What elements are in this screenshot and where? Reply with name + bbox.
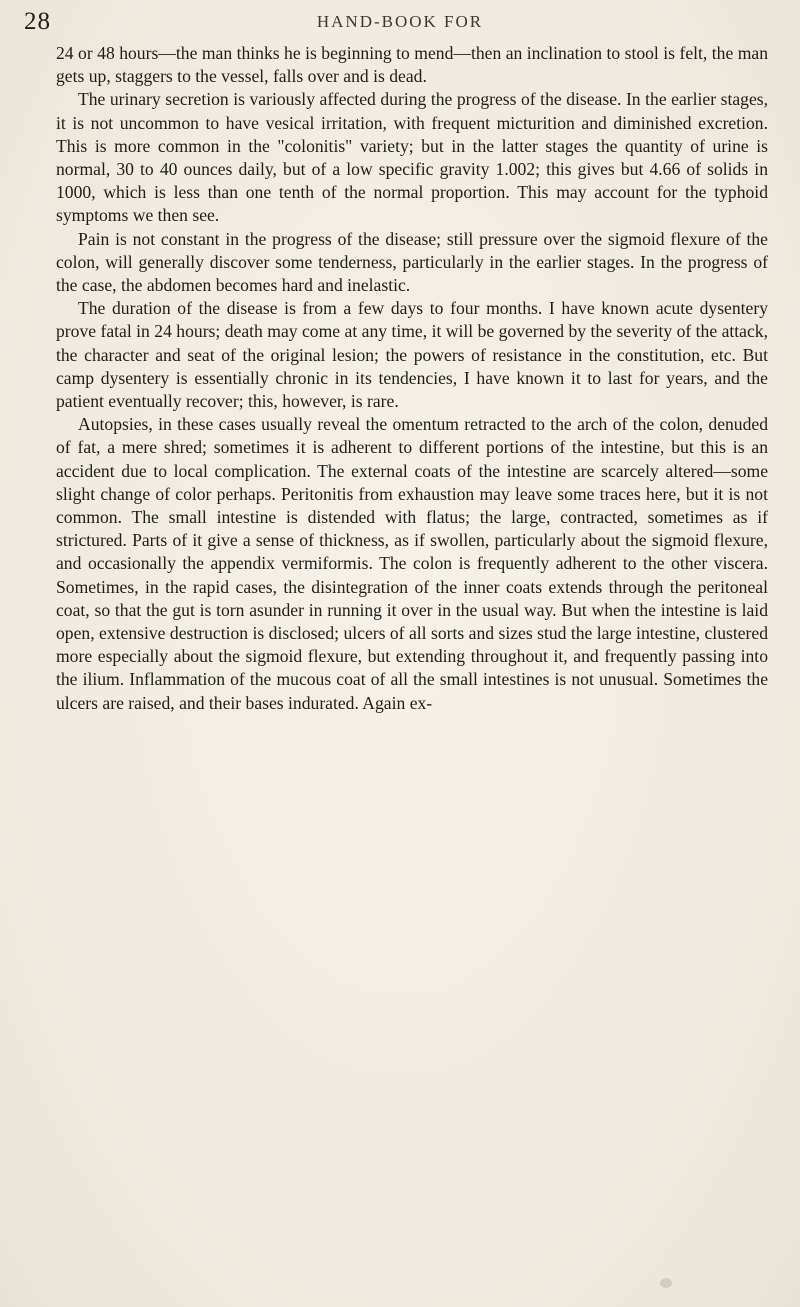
paragraph-duration: The duration of the disease is from a few days to four months. I have known acute dysentery prove fatal in 24 hours; death may come at any time, it will be governed by the severity of the attack, the character and seat of the original lesion; the powers of resistance in the constitution, etc. But camp dysentery is essentially chronic in its tendencies, I have known it to last for years, and the patient eventually recover; this, however, is rare. — [56, 298, 768, 412]
running-title: HAND-BOOK FOR — [316, 12, 484, 31]
paragraph-urinary-secretion: The urinary secretion is variously affected during the progress of the disease. In the earlier stages, it is not uncommon to have vesical irritation, with frequent micturition and diminished excretion. This is more common in the "colonitis" variety; but in the latter stages the quantity of urine is normal, 30 to 40 ounces daily, but of a low specific gravity 1.002; this gives but 4.66 of solids in 1000, which is less than one tenth of the normal proportion. This may account for the typhoid symptoms we then see. — [56, 89, 768, 226]
paragraph-pain: Pain is not constant in the progress of the disease; still pressure over the sigmoid flexure of the colon, will generally discover some tenderness, particularly in the earlier stages. In the progress of the case, the abdomen becomes hard and inelastic. — [56, 228, 768, 296]
page-number: 28 — [24, 8, 51, 35]
paragraph-autopsies: Autopsies, in these cases usually reveal the omentum retracted to the arch of the colon, denuded of fat, a mere shred; sometimes it is adherent to different portions of the intestine, but this is an accident due to local complication. The external coats of the intestine are scarcely altered—some slight change of color perhaps. Peritonitis from exhaustion may leave some traces here, but it is not common. The small intestine is distended with flatus; the large, contracted, sometimes as if strictured. Parts of it give a sense of thickness, as if swollen, particularly about the sigmoid flexure, and occasionally the appendix vermiformis. The colon is frequently adherent to the other viscera. Sometimes, in the rapid cases, the disintegration of the inner coats extends through the peritoneal coat, so that the gut is torn asunder in running it over in the usual way. But when the intestine is laid open, extensive destruction is disclosed; ulcers of all sorts and sizes stud the large intestine, clustered more especially about the sigmoid flexure, but extending throughout it, and frequently passing into the ilium. Inflammation of the mucous coat of all the small intestines is not unusual. Sometimes the ulcers are raised, and their bases indurated. Again ex- — [56, 414, 768, 713]
page-body — [56, 42, 768, 715]
page-smudge — [660, 1278, 672, 1288]
paragraph-continuation: 24 or 48 hours—the man thinks he is beginning to mend—then an inclination to stool is felt, the man gets up, staggers to the vessel, falls over and is dead. — [56, 43, 768, 87]
